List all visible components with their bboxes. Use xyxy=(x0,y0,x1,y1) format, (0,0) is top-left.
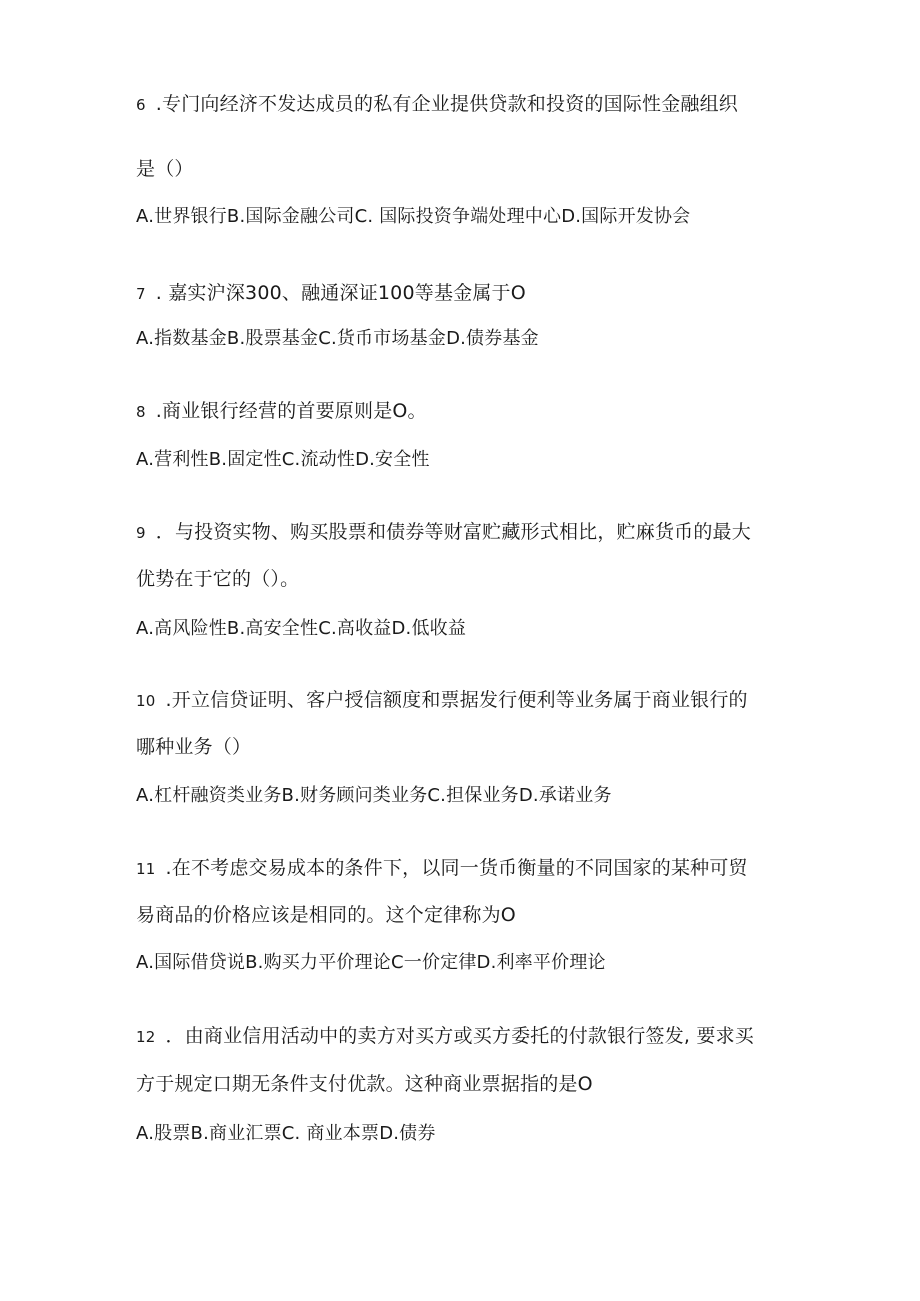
question-6-options: A.世界银行B.国际金融公司C. 国际投资争端处理中心D.国际开发协会 xyxy=(136,206,691,227)
question-text: ．与投资实物、购买股票和债券等财富贮藏形式相比，贮麻货币的最大 xyxy=(155,521,751,543)
question-number: 9 xyxy=(136,524,146,542)
question-9-options: A.高风险性B.高安全性C.高收益D.低收益 xyxy=(136,618,467,639)
question-text: .开立信贷证明、客户授信额度和票据发行便利等业务属于商业银行的 xyxy=(165,689,748,711)
question-6-line-1 xyxy=(136,92,738,117)
question-11-options: A.国际借贷说B.购买力平价理论C一价定律D.利率平价理论 xyxy=(136,952,606,973)
question-12-line-1 xyxy=(136,1024,754,1049)
question-number: 8 xyxy=(136,403,146,421)
question-10-line-1 xyxy=(136,688,748,713)
question-number: 10 xyxy=(136,692,156,710)
question-11-line-1 xyxy=(136,856,748,881)
question-text: .在不考虑交易成本的条件下，以同一货币衡量的不同国家的某种可贸 xyxy=(165,857,748,879)
question-text: ．由商业信用活动中的卖方对买方或买方委托的付款银行签发, 要求买 xyxy=(165,1025,754,1047)
question-number: 11 xyxy=(136,860,156,878)
question-number: 7 xyxy=(136,285,146,303)
question-8-line-1 xyxy=(136,399,427,424)
question-7-line-1 xyxy=(136,281,526,306)
question-10-line-2: 哪种业务（） xyxy=(136,736,252,758)
question-number: 12 xyxy=(136,1028,156,1046)
question-text: . 嘉实沪深300、融通深证100等基金属于O xyxy=(155,282,526,304)
question-9-line-1 xyxy=(136,520,751,545)
question-12-options: A.股票B.商业汇票C. 商业本票D.债券 xyxy=(136,1123,436,1144)
question-text: .专门向经济不发达成员的私有企业提供贷款和投资的国际性金融组织 xyxy=(155,93,738,115)
question-9-line-2: 优势在于它的（）。 xyxy=(136,568,300,590)
question-11-line-2: 易商品的价格应该是相同的。这个定律称为O xyxy=(136,904,516,926)
question-7-options: A.指数基金B.股票基金C.货币市场基金D.债券基金 xyxy=(136,328,539,349)
question-text: .商业银行经营的首要原则是O。 xyxy=(155,400,427,422)
question-number: 6 xyxy=(136,96,146,114)
question-10-options: A.杠杆融资类业务B.财务顾问类业务C.担保业务D.承诺业务 xyxy=(136,785,612,806)
question-12-line-2: 方于规定口期无条件支付优款。这种商业票据指的是O xyxy=(136,1073,593,1095)
question-6-line-2: 是（） xyxy=(136,158,194,180)
question-8-options: A.营利性B.固定性C.流动性D.安全性 xyxy=(136,449,430,470)
